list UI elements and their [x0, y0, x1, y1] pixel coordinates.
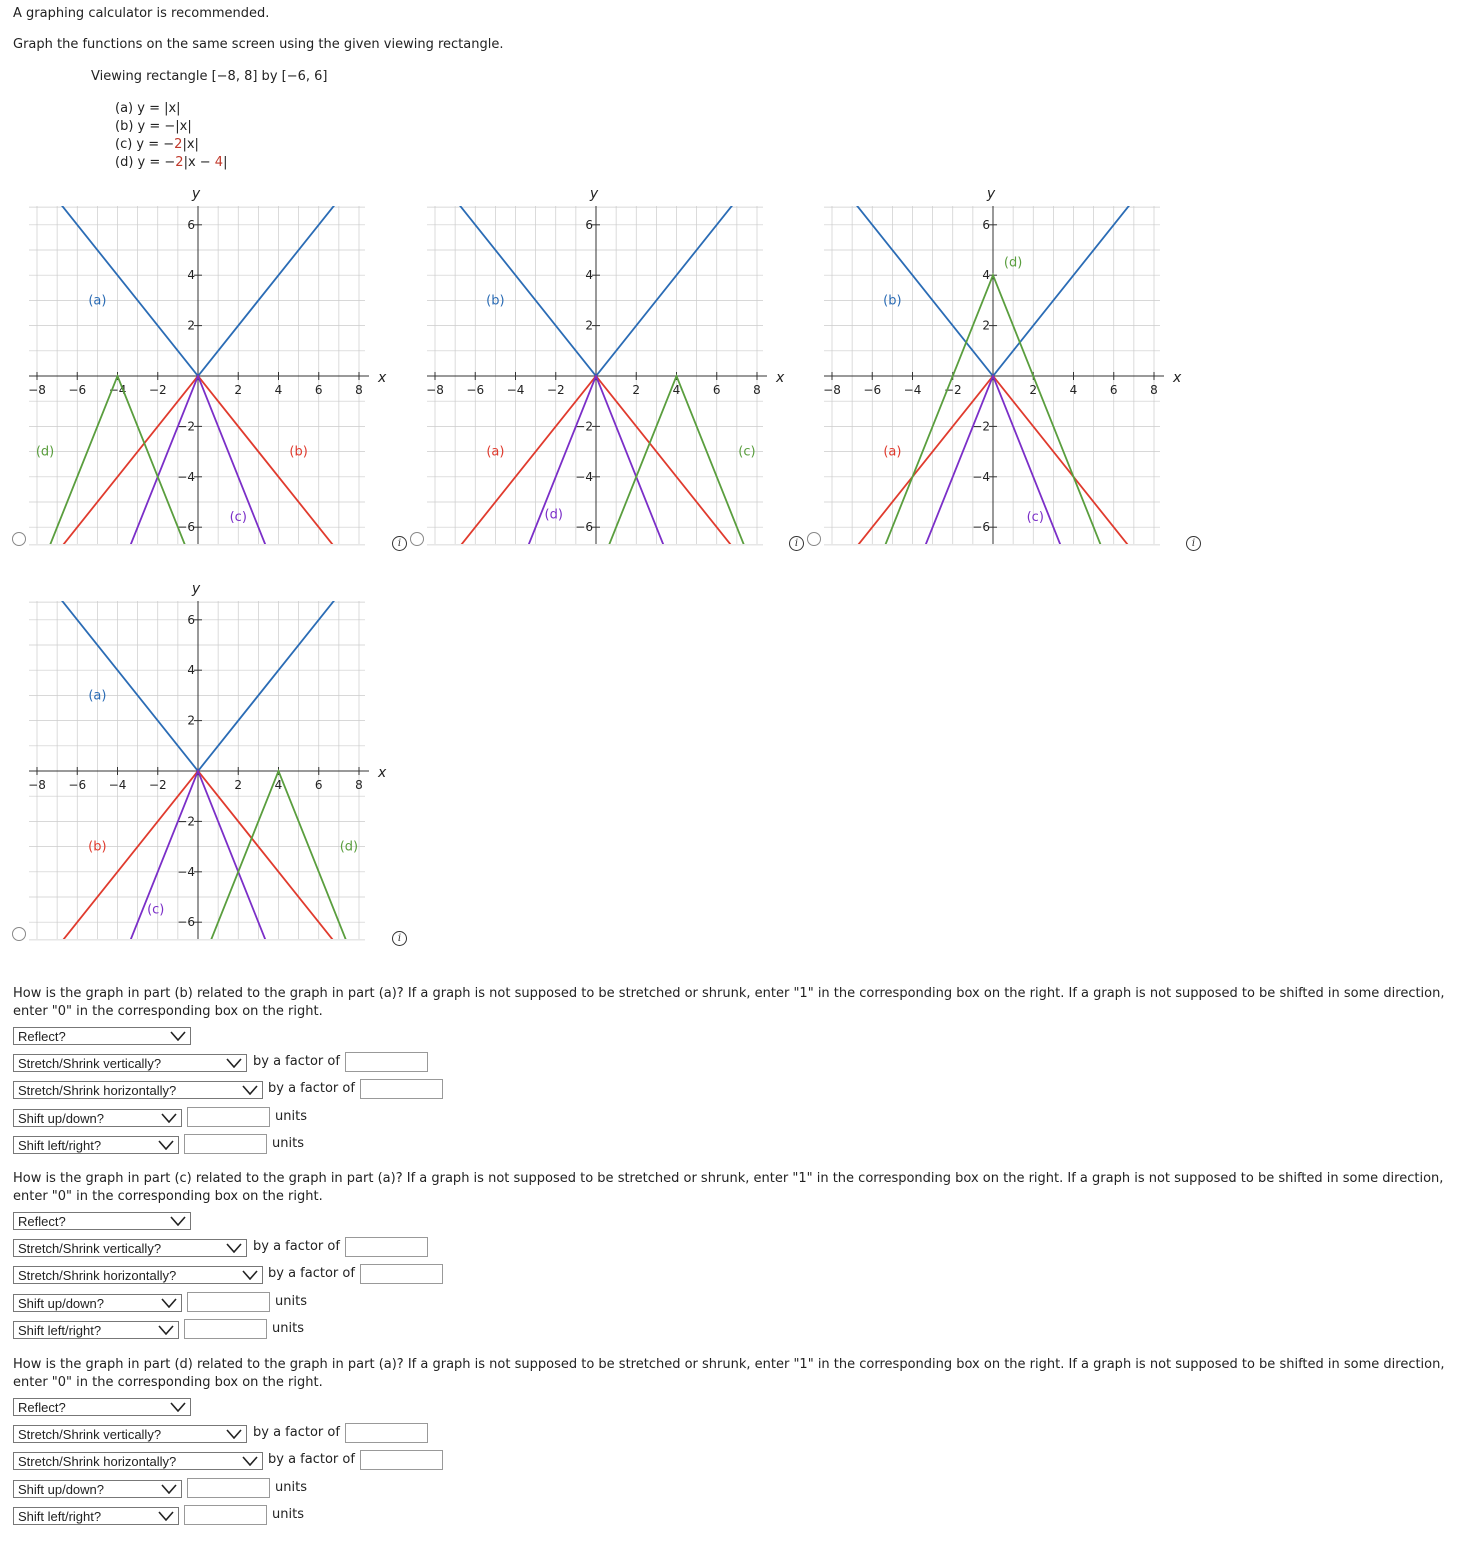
by-factor-label: by a factor of: [253, 1239, 340, 1254]
chevron-down-icon: [226, 1243, 242, 1253]
function-d-coef: 2: [175, 155, 184, 170]
x-tick-label: −8: [823, 383, 841, 397]
horizontal-factor-input-b[interactable]: [360, 1079, 443, 1099]
y-tick-label: 2: [982, 318, 990, 333]
x-tick-label: −8: [28, 778, 46, 792]
x-tick-label: 4: [274, 383, 283, 397]
x-tick-label: 8: [753, 383, 761, 397]
stretch-horizontal-select-c[interactable]: [13, 1266, 263, 1284]
chevron-down-icon: [242, 1270, 258, 1280]
question-d-text: How is the graph in part (d) related to the graph in part (a)? If a graph is not supposed to be stretched or shrunk, enter "1" in the corresponding box on the right. If a graph is not supposed to be shifted in some direction, enter "0" in the corresponding box on the right.: [13, 1357, 1445, 1390]
x-tick-label: 2: [234, 778, 243, 792]
x-tick-label: 8: [355, 778, 363, 792]
stretch-horizontal-select-b[interactable]: [13, 1081, 263, 1099]
stretch-vertical-select-b[interactable]: [13, 1054, 247, 1072]
y-tick-label: −6: [177, 915, 195, 930]
units-label: units: [275, 1480, 307, 1495]
function-c: [115, 136, 227, 154]
shift-updown-label: Shift up/down?: [18, 1111, 105, 1126]
intro-line-2: Graph the functions on the same screen using the given viewing rectangle.: [13, 37, 504, 52]
y-tick-label: −4: [972, 469, 990, 484]
y-axis-label: y: [986, 186, 996, 202]
y-tick-label: 6: [982, 217, 990, 232]
viewing-rectangle: Viewing rectangle [−8, 8] by [−6, 6]: [91, 69, 328, 84]
series-label: (c): [738, 444, 756, 460]
function-c-suffix: |x|: [182, 137, 199, 152]
y-tick-label: 4: [982, 268, 990, 283]
x-tick-label: 6: [1109, 383, 1118, 397]
series-label: (d): [339, 839, 359, 855]
series-label: (b): [289, 444, 308, 460]
x-tick-label: 8: [355, 383, 363, 397]
units-label: units: [275, 1109, 307, 1124]
chevron-down-icon: [170, 1031, 186, 1041]
x-tick-label: 6: [314, 383, 323, 397]
series-label: (a): [88, 688, 107, 704]
series-label: (c): [229, 510, 247, 526]
by-factor-label: by a factor of: [268, 1452, 355, 1467]
y-tick-label: 4: [187, 268, 195, 283]
y-axis-label: y: [191, 186, 201, 202]
x-tick-label: 4: [672, 383, 681, 397]
chevron-down-icon: [161, 1484, 177, 1494]
vertical-factor-input-b[interactable]: [345, 1052, 428, 1072]
shift-leftright-input-b[interactable]: [184, 1134, 267, 1154]
y-tick-label: 6: [187, 612, 195, 627]
y-tick-label: 6: [187, 217, 195, 232]
graph-2-svg: [398, 180, 798, 550]
vertical-factor-input-d[interactable]: [345, 1423, 428, 1443]
function-b: (b) y = −|x|: [115, 119, 192, 134]
x-tick-label: −4: [903, 383, 922, 397]
shift-leftright-select-b[interactable]: [13, 1136, 179, 1154]
reflect-select-c[interactable]: [13, 1212, 191, 1230]
shift-leftright-input-d[interactable]: [184, 1505, 267, 1525]
y-tick-label: −2: [177, 419, 195, 434]
y-tick-label: −6: [575, 520, 593, 535]
reflect-select-label: Reflect?: [18, 1214, 66, 1229]
stretch-horizontal-select-d[interactable]: [13, 1452, 263, 1470]
series-label: (b): [486, 293, 505, 309]
y-tick-label: −6: [972, 520, 990, 535]
series-label: (a): [486, 444, 505, 460]
function-list: [115, 100, 227, 172]
shift-updown-label: Shift up/down?: [18, 1482, 105, 1497]
chevron-down-icon: [161, 1113, 177, 1123]
x-tick-label: −6: [466, 383, 485, 397]
shift-leftright-select-c[interactable]: [13, 1321, 179, 1339]
shift-leftright-label: Shift left/right?: [18, 1509, 102, 1524]
shift-updown-input-d[interactable]: [187, 1478, 270, 1498]
x-tick-label: 2: [632, 383, 641, 397]
graph-3-svg: [795, 180, 1195, 550]
x-tick-label: 6: [712, 383, 721, 397]
shift-leftright-label: Shift left/right?: [18, 1323, 102, 1338]
x-tick-label: −8: [28, 383, 46, 397]
units-label: units: [275, 1294, 307, 1309]
stretch-vertical-label: Stretch/Shrink vertically?: [18, 1241, 162, 1256]
shift-updown-input-b[interactable]: [187, 1107, 270, 1127]
series-label: (b): [883, 293, 902, 309]
x-tick-label: −2: [148, 383, 167, 397]
x-tick-label: 2: [234, 383, 243, 397]
series-label: (c): [147, 902, 165, 918]
y-tick-label: −2: [972, 419, 990, 434]
horizontal-factor-input-c[interactable]: [360, 1264, 443, 1284]
series-label: (d): [544, 507, 563, 523]
x-tick-label: 2: [1029, 383, 1038, 397]
chevron-down-icon: [158, 1511, 174, 1521]
horizontal-factor-input-d[interactable]: [360, 1450, 443, 1470]
x-tick-label: −8: [426, 383, 444, 397]
series-label: (c): [1026, 510, 1044, 526]
series-label: (a): [88, 293, 107, 309]
intro-line-1: A graphing calculator is recommended.: [13, 6, 270, 21]
units-label: units: [272, 1507, 304, 1522]
graph-1-svg: [0, 180, 400, 550]
chevron-down-icon: [158, 1140, 174, 1150]
x-axis-label: x: [378, 765, 387, 781]
by-factor-label: by a factor of: [268, 1081, 355, 1096]
x-tick-label: −6: [863, 383, 882, 397]
chevron-down-icon: [170, 1216, 186, 1226]
x-tick-label: −2: [546, 383, 565, 397]
y-tick-label: −2: [575, 419, 593, 434]
question-c-text: How is the graph in part (c) related to the graph in part (a)? If a graph is not supposed to be stretched or shrunk, enter "1" in the corresponding box on the right. If a graph is not supposed to be shifted in some direction, enter "0" in the corresponding box on the right.: [13, 1171, 1444, 1204]
shift-updown-select-c[interactable]: [13, 1294, 182, 1312]
reflect-select-d[interactable]: [13, 1398, 191, 1416]
series-label: (b): [88, 839, 107, 855]
series-label: (d): [35, 444, 55, 460]
stretch-horizontal-label: Stretch/Shrink horizontally?: [18, 1454, 177, 1469]
x-tick-label: −4: [108, 778, 127, 792]
reflect-select-label: Reflect?: [18, 1400, 66, 1415]
units-label: units: [272, 1321, 304, 1336]
y-tick-label: −2: [177, 814, 195, 829]
x-tick-label: −4: [108, 383, 127, 397]
graph-option-1: [0, 180, 400, 550]
vertical-factor-input-c[interactable]: [345, 1237, 428, 1257]
shift-updown-select-b[interactable]: [13, 1109, 182, 1127]
by-factor-label: by a factor of: [253, 1054, 340, 1069]
by-factor-label: by a factor of: [253, 1425, 340, 1440]
graph-4-svg: [0, 575, 400, 945]
chevron-down-icon: [170, 1402, 186, 1412]
y-tick-label: −4: [575, 469, 593, 484]
x-axis-label: x: [378, 370, 387, 386]
y-tick-label: 6: [585, 217, 593, 232]
stretch-vertical-select-d[interactable]: [13, 1425, 247, 1443]
shift-updown-label: Shift up/down?: [18, 1296, 105, 1311]
function-d: [115, 154, 227, 172]
y-tick-label: 2: [187, 318, 195, 333]
function-d-mid: |x −: [183, 155, 215, 170]
function-c-prefix: (c) y = −: [115, 137, 175, 152]
function-d-prefix: (d) y = −: [115, 155, 176, 170]
chevron-down-icon: [242, 1085, 258, 1095]
y-tick-label: 2: [585, 318, 593, 333]
chevron-down-icon: [226, 1429, 242, 1439]
info-icon[interactable]: i: [392, 931, 407, 946]
x-tick-label: −6: [68, 383, 87, 397]
graph-option-4: [0, 575, 400, 945]
by-factor-label: by a factor of: [268, 1266, 355, 1281]
stretch-horizontal-label: Stretch/Shrink horizontally?: [18, 1083, 177, 1098]
x-axis-label: x: [1173, 370, 1182, 386]
shift-leftright-input-c[interactable]: [184, 1319, 267, 1339]
y-tick-label: 4: [187, 663, 195, 678]
reflect-select-b[interactable]: [13, 1027, 191, 1045]
x-tick-label: 6: [314, 778, 323, 792]
function-d-shift: 4: [214, 155, 224, 170]
series-label: (a): [883, 444, 902, 460]
chevron-down-icon: [242, 1456, 258, 1466]
x-tick-label: 4: [1069, 383, 1078, 397]
x-tick-label: −2: [148, 778, 167, 792]
units-label: units: [272, 1136, 304, 1151]
chevron-down-icon: [226, 1058, 242, 1068]
x-tick-label: −4: [506, 383, 525, 397]
stretch-vertical-select-c[interactable]: [13, 1239, 247, 1257]
info-icon[interactable]: i: [1186, 536, 1201, 551]
stretch-vertical-label: Stretch/Shrink vertically?: [18, 1056, 162, 1071]
shift-leftright-label: Shift left/right?: [18, 1138, 102, 1153]
reflect-select-label: Reflect?: [18, 1029, 66, 1044]
stretch-vertical-label: Stretch/Shrink vertically?: [18, 1427, 162, 1442]
x-tick-label: −2: [943, 383, 962, 397]
graph-option-2: [398, 180, 798, 550]
x-axis-label: x: [776, 370, 785, 386]
y-tick-label: 2: [187, 713, 195, 728]
x-tick-label: −6: [68, 778, 87, 792]
shift-updown-input-c[interactable]: [187, 1292, 270, 1312]
y-axis-label: y: [589, 186, 599, 202]
function-c-coef: 2: [174, 137, 183, 152]
info-icon[interactable]: i: [392, 536, 407, 551]
y-axis-label: y: [191, 581, 201, 597]
function-d-suffix: |: [223, 155, 228, 170]
stretch-horizontal-label: Stretch/Shrink horizontally?: [18, 1268, 177, 1283]
y-tick-label: −6: [177, 520, 195, 535]
question-b-text: How is the graph in part (b) related to the graph in part (a)? If a graph is not supposed to be stretched or shrunk, enter "1" in the corresponding box on the right. If a graph is not supposed to be shifted in some direction, enter "0" in the corresponding box on the right.: [13, 986, 1445, 1019]
y-tick-label: 4: [585, 268, 593, 283]
series-label: (d): [1003, 255, 1023, 271]
y-tick-label: −4: [177, 864, 195, 879]
x-tick-label: 4: [274, 778, 283, 792]
y-tick-label: −4: [177, 469, 195, 484]
function-a: (a) y = |x|: [115, 101, 181, 116]
graph-option-3: [795, 180, 1195, 550]
x-tick-label: 8: [1150, 383, 1158, 397]
chevron-down-icon: [161, 1298, 177, 1308]
chevron-down-icon: [158, 1325, 174, 1335]
shift-updown-select-d[interactable]: [13, 1480, 182, 1498]
info-icon[interactable]: i: [789, 536, 804, 551]
shift-leftright-select-d[interactable]: [13, 1507, 179, 1525]
